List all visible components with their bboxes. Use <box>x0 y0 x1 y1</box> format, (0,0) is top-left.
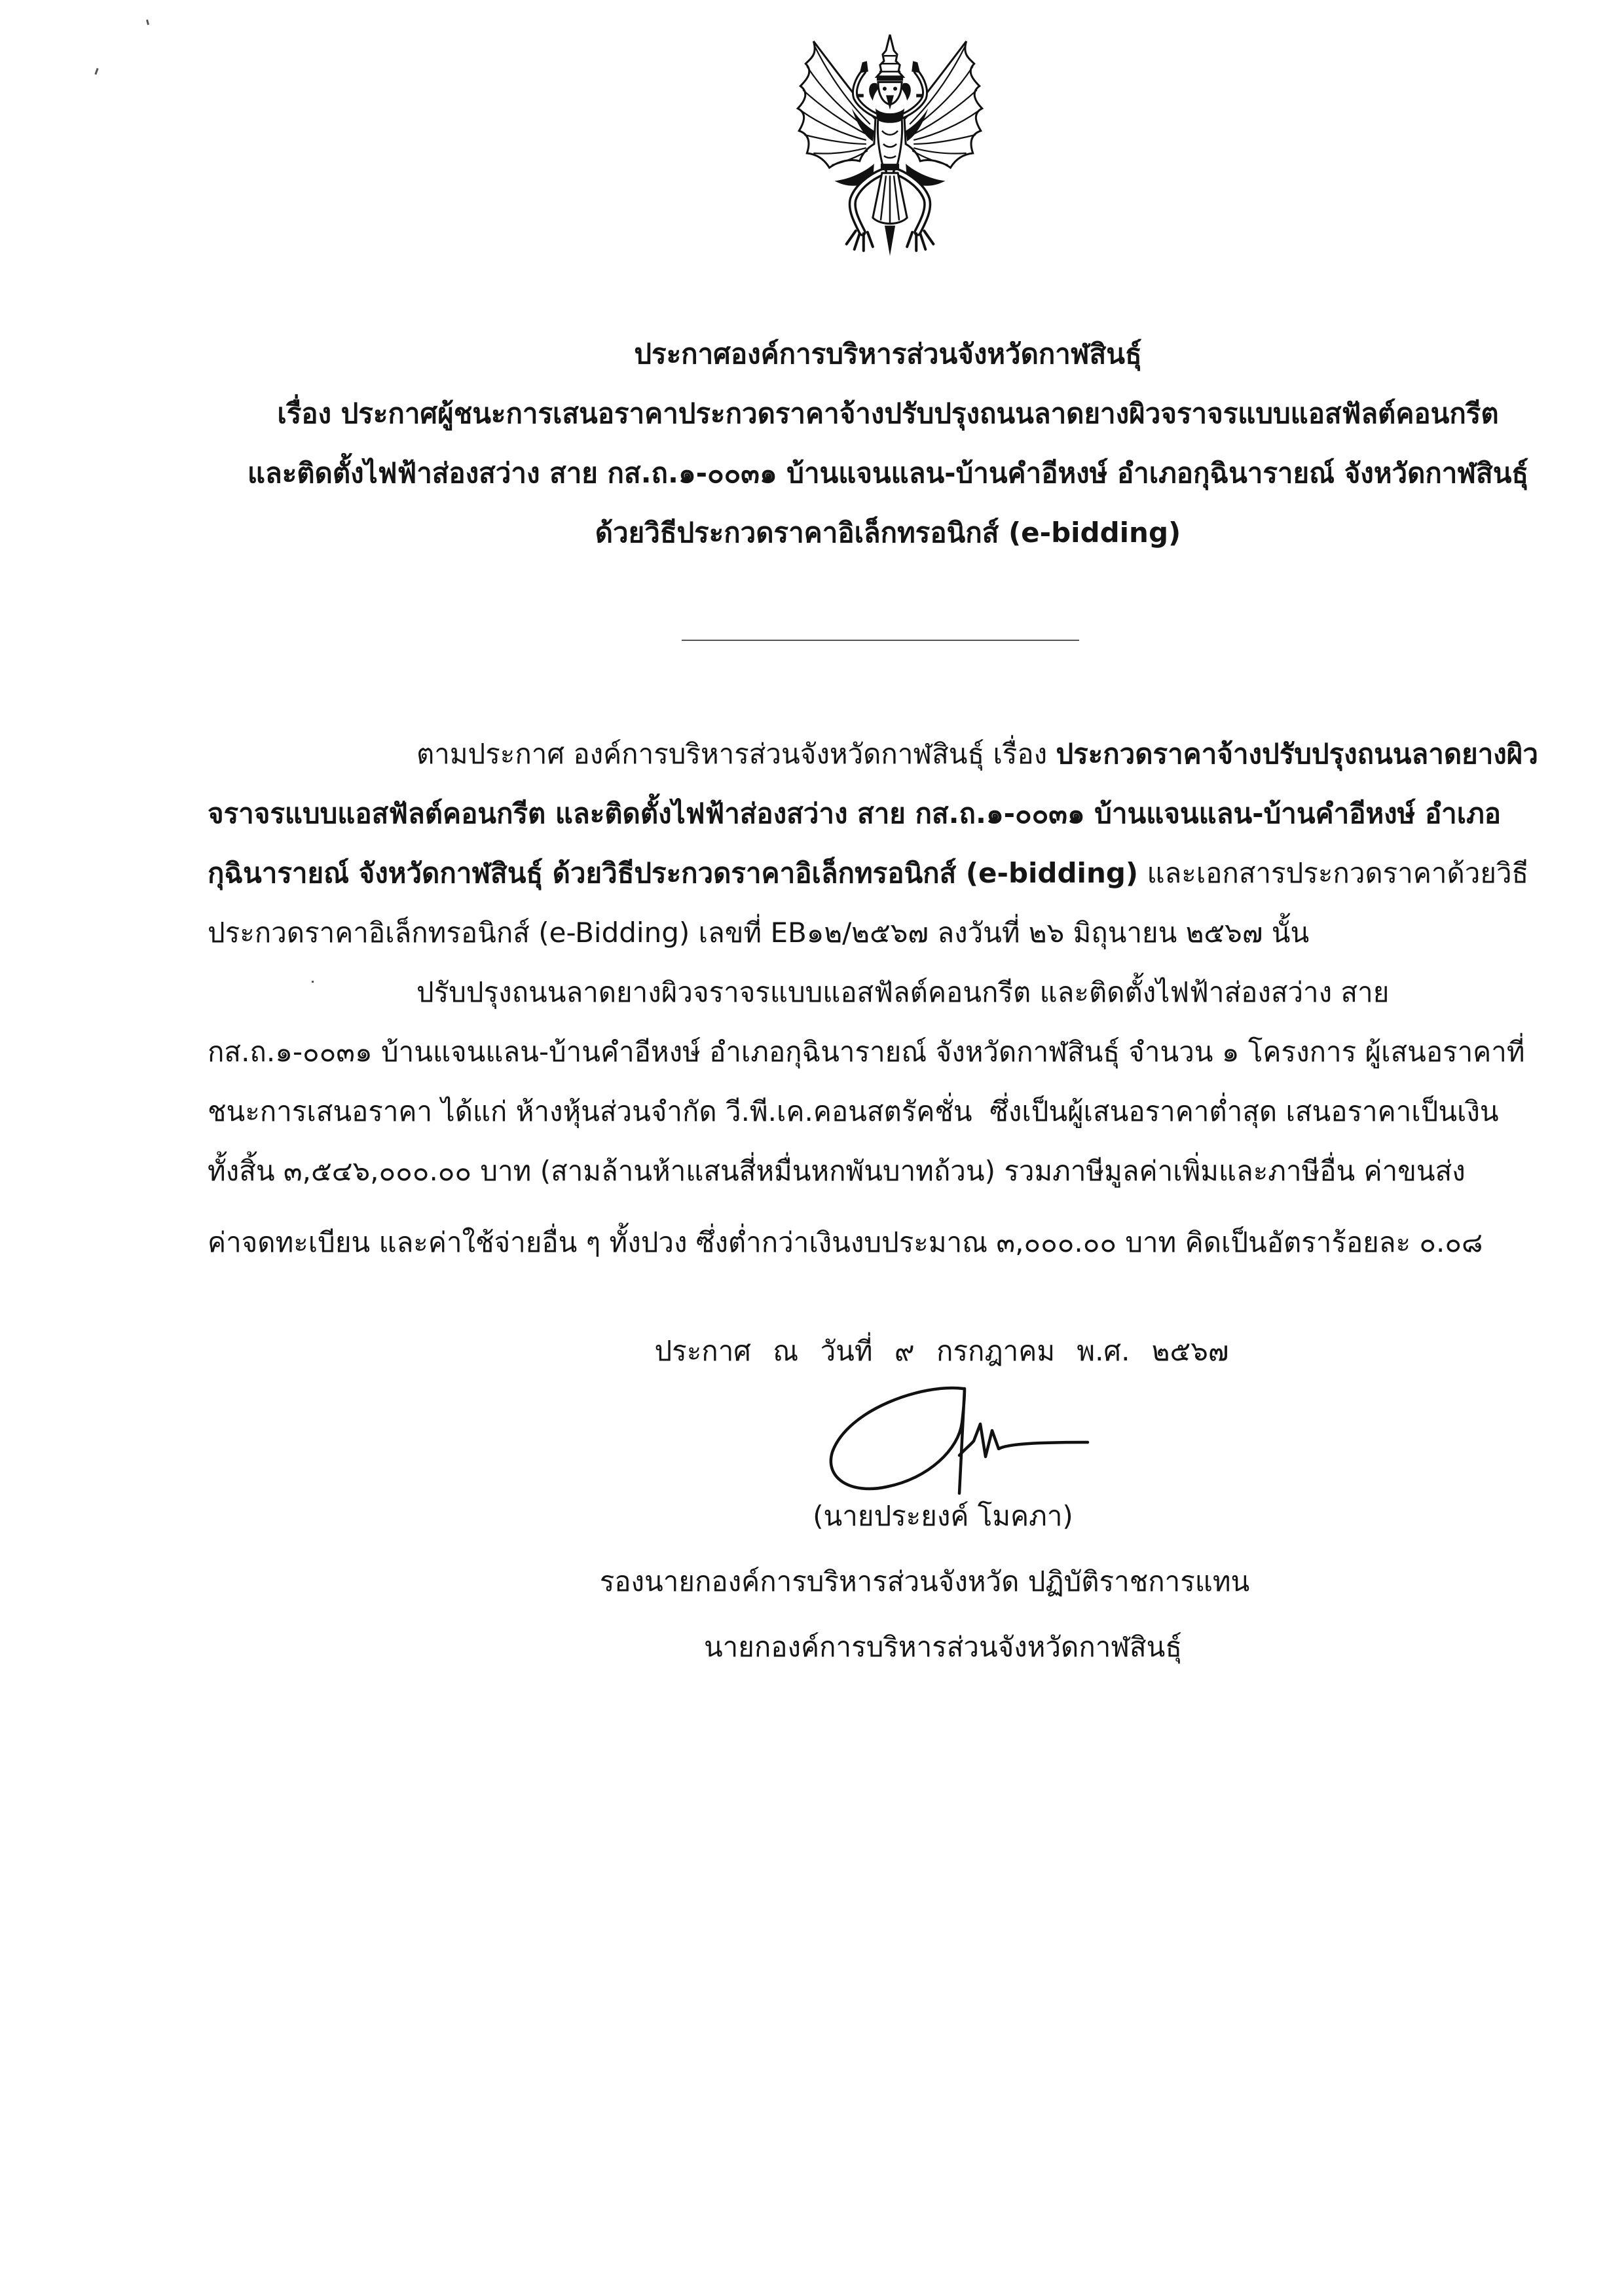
paragraph-2-line <box>208 1141 1550 1201</box>
body-text: และเอกสารประกวดราคาด้วยวิธี <box>1138 857 1529 889</box>
paragraph-2-line <box>208 1212 1550 1272</box>
body-text: ปรับปรุงถนนลาดยางผิวจราจรแบบแอสฟัลต์คอนกรีต และติดตั้งไฟฟ้าส่องสว่าง สาย <box>416 976 1390 1008</box>
title-line-subject: เรื่อง ประกาศผู้ชนะการเสนอราคาประกวดราคาจ้างปรับปรุงถนนลาดยางผิวจราจรแบบแอสฟัลต์คอนกรีต <box>277 397 1499 429</box>
paragraph-1-line <box>208 784 1550 843</box>
winner-text: ชนะการเสนอราคา ได้แก่ ห้างหุ้นส่วนจำกัด วี.พี.เค.คอนสตรัคชั่น ซึ่งเป็นผู้เสนอราคาต่ำสุด เสนอราคาเป็นเงิน <box>208 1095 1499 1127</box>
body-text: กส.ถ.๑-๐๐๓๑ บ้านแจนแลน-บ้านคำอีหงษ์ อำเภอกุฉินารายณ์ จังหวัดกาฬสินธุ์ จำนวน ๑ โครงการ ผู้เสนอราคาที่ <box>208 1036 1525 1068</box>
paragraph-2-line <box>208 962 1550 1022</box>
garuda-emblem-icon <box>790 32 989 269</box>
paragraph-1-line <box>208 724 1550 784</box>
title-line-subject-cont: และติดตั้งไฟฟ้าส่องสว่าง สาย กส.ถ.๑-๐๐๓๑ บ้านแจนแลน-บ้านคำอีหงษ์ อำเภอกุฉินารายณ์ จังหวัดกาฬสินธุ์ <box>247 457 1529 489</box>
title-line-method: ด้วยวิธีประกวดราคาอิเล็กทรอนิกส์ (e-bidding) <box>595 517 1181 549</box>
budget-comparison-text: ค่าจดทะเบียน และค่าใช้จ่ายอื่น ๆ ทั้งปวง ซึ่งต่ำกว่าเงินงบประมาณ ๓,๐๐๐.๐๐ บาท คิดเป็นอัตราร้อยละ ๐.๐๘ <box>208 1226 1483 1258</box>
project-name-bold: ประกวดราคาจ้างปรับปรุงถนนลาดยางผิว <box>1056 738 1538 770</box>
title-separator <box>682 640 1079 641</box>
scan-speck <box>94 68 98 75</box>
paragraph-2-line <box>208 1022 1550 1082</box>
scan-speck <box>146 20 149 26</box>
announcement-body <box>208 724 1550 1272</box>
announcement-title <box>204 324 1572 562</box>
paragraph-1-line <box>208 903 1550 962</box>
paragraph-2-line <box>208 1082 1550 1141</box>
project-name-bold: จราจรแบบแอสฟัลต์คอนกรีต และติดตั้งไฟฟ้าส่องสว่าง สาย กส.ถ.๑-๐๐๓๑ บ้านแจนแลน-บ้านคำอีหงษ์ อำเภอ <box>208 797 1502 829</box>
handwritten-signature-icon <box>824 1383 1090 1495</box>
signer-name: (นายประยงค์ โมคภา) <box>813 1500 1073 1532</box>
signer-on-behalf-of: นายกองค์การบริหารส่วนจังหวัดกาฬสินธุ์ <box>703 1631 1183 1663</box>
title-line-issuer: ประกาศองค์การบริหารส่วนจังหวัดกาฬสินธุ์ <box>634 338 1142 370</box>
body-text: ประกวดราคาอิเล็กทรอนิกส์ (e-Bidding) เลขที่ EB๑๒/๒๕๖๗ ลงวันที่ ๒๖ มิถุนายน ๒๕๖๗ นั้น <box>208 917 1310 949</box>
paragraph-1-line <box>208 843 1550 903</box>
project-name-bold: กุฉินารายณ์ จังหวัดกาฬสินธุ์ ด้วยวิธีประกวดราคาอิเล็กทรอนิกส์ (e-bidding) <box>208 857 1139 889</box>
body-text: ตามประกาศ องค์การบริหารส่วนจังหวัดกาฬสินธุ์ เรื่อง <box>416 738 1056 770</box>
signer-block <box>570 1484 1316 1680</box>
signer-position: รองนายกองค์การบริหารส่วนจังหวัด ปฏิบัติราชการแทน <box>599 1565 1250 1597</box>
bid-amount-text: ทั้งสิ้น ๓,๕๔๖,๐๐๐.๐๐ บาท (สามล้านห้าแสนสี่หมื่นหกพันบาทถ้วน) รวมภาษีมูลค่าเพิ่มและภาษีอื่น ค่าขนส่ง <box>208 1155 1466 1187</box>
announcement-date: ประกาศ ณ วันที่ ๙ กรกฎาคม พ.ศ. ๒๕๖๗ <box>654 1335 1229 1367</box>
